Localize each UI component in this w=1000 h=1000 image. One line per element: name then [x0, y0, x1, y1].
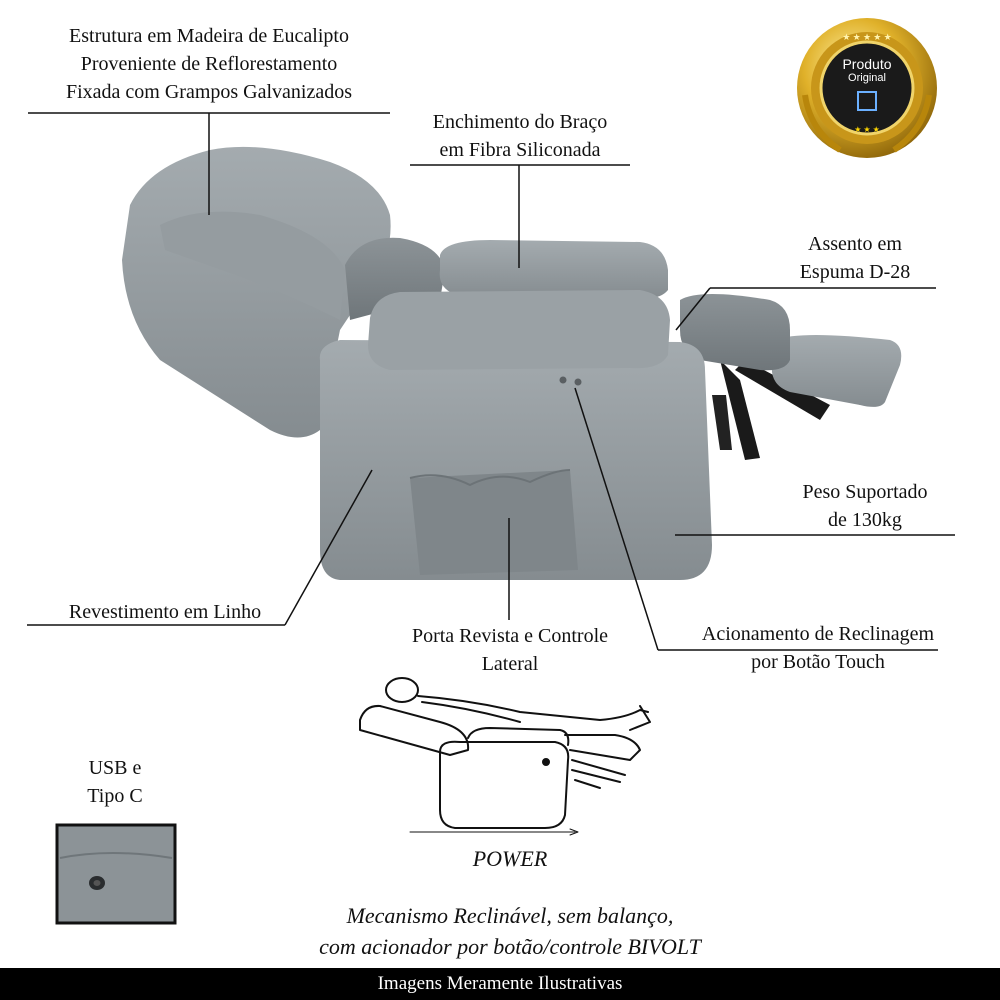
- callout-porta-revista-line-2: Lateral: [481, 653, 539, 675]
- svg-text:★ ★ ★: ★ ★ ★: [854, 125, 880, 134]
- callout-peso-line-1: Peso Suportado: [802, 481, 928, 503]
- usb-port-inset: [57, 825, 175, 923]
- callout-porta-revista: [385, 622, 635, 678]
- mechanism-description: [220, 900, 800, 962]
- callout-estrutura: [28, 22, 390, 106]
- callout-usb-line-2: Tipo C: [87, 785, 143, 807]
- callout-enchimento-line-1: Enchimento do Braço: [432, 111, 608, 133]
- callout-estrutura-line-2: Proveniente de Reflorestamento: [80, 53, 338, 75]
- callout-revestimento: Revestimento em Linho: [68, 601, 262, 623]
- svg-text:★ ★ ★ ★ ★: ★ ★ ★ ★ ★: [842, 32, 892, 42]
- callout-enchimento: [405, 108, 635, 164]
- callout-usb: [60, 754, 170, 810]
- callout-estrutura-line-1: Estrutura em Madeira de Eucalipto: [69, 25, 349, 47]
- callout-usb-line-1: USB e: [88, 757, 142, 779]
- mechanism-line-2: com acionador por botão/controle BIVOLT: [319, 934, 701, 959]
- mechanism-line-1: Mecanismo Reclinável, sem balanço,: [346, 903, 674, 928]
- callout-assento-line-1: Assento em: [808, 233, 902, 255]
- callout-estrutura-line-3: Fixada com Grampos Galvanizados: [65, 81, 353, 103]
- seal-line-1: Produto: [842, 56, 892, 72]
- footer-disclaimer: Imagens Meramente Ilustrativas: [0, 968, 1000, 1000]
- power-recline-diagram: [360, 678, 650, 835]
- original-product-seal: [797, 18, 937, 158]
- diagram-power-label: POWER: [472, 846, 548, 871]
- callout-enchimento-line-2: em Fibra Siliconada: [439, 139, 601, 161]
- callout-acionamento: [668, 620, 968, 676]
- callout-acionamento-line-2: por Botão Touch: [751, 651, 885, 673]
- callout-peso: [780, 478, 950, 534]
- callout-assento-line-2: Espuma D-28: [799, 261, 911, 283]
- callout-assento: [780, 230, 930, 286]
- seal-line-2: Original: [848, 72, 886, 84]
- callout-peso-line-2: de 130kg: [828, 509, 902, 531]
- callout-acionamento-line-1: Acionamento de Reclinagem: [701, 623, 935, 645]
- callout-porta-revista-line-1: Porta Revista e Controle: [411, 625, 609, 647]
